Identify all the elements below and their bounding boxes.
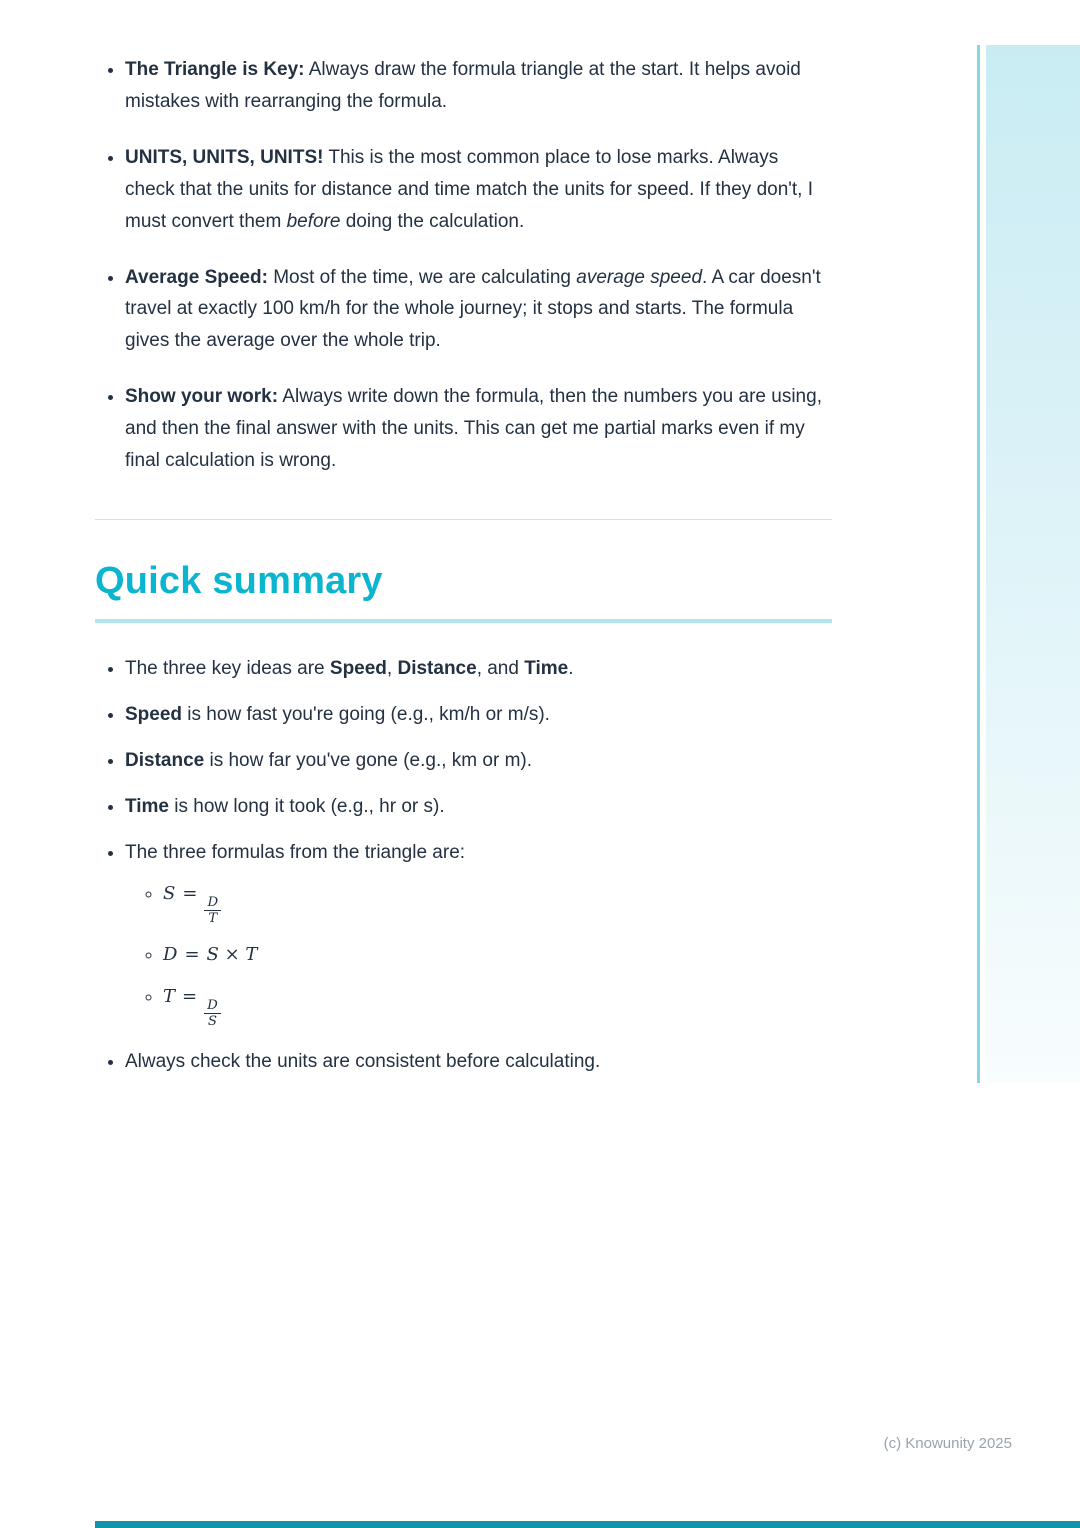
summary-text: The three key ideas are (125, 657, 330, 679)
tip-item-units (125, 142, 832, 238)
fraction-numerator: D (204, 998, 221, 1014)
summary-text: The three formulas from the triangle are: (125, 841, 466, 863)
tip-bold-lead: Show your work: (125, 386, 279, 408)
tip-italic-word: average speed (576, 266, 703, 288)
summary-bold: Time (125, 795, 170, 817)
summary-bold: Distance (397, 657, 477, 679)
page-title: Quick summary (95, 559, 383, 602)
tip-bold-lead: The Triangle is Key: (125, 59, 305, 80)
summary-bold: Distance (125, 749, 205, 771)
summary-text: . (568, 657, 574, 679)
summary-text: is how fast you're going (e.g., km/h or m/s). (182, 703, 550, 725)
right-accent-line (977, 45, 980, 1083)
tip-text: Always draw the formula triangle at the start. It helps avoid mistakes with rearranging the formula. (125, 59, 801, 112)
tip-bold-lead: Average Speed: (125, 266, 268, 288)
summary-bold: Speed (329, 657, 387, 679)
formula-time (163, 984, 832, 1030)
summary-item-formulas (125, 837, 832, 1030)
equals-sign: = (182, 882, 198, 904)
summary-item-key-ideas (125, 653, 832, 685)
formula-lhs: S (163, 882, 176, 904)
fraction-numerator: D (204, 895, 221, 911)
tip-bold-lead: UNITS, UNITS, UNITS! (125, 146, 324, 168)
document-content (95, 40, 832, 1091)
fraction (204, 998, 221, 1030)
section-divider (95, 519, 832, 520)
summary-item-units-check (125, 1046, 832, 1078)
fraction-denominator: S (207, 1014, 218, 1030)
fraction (204, 895, 221, 927)
bottom-accent-bar (95, 1521, 1080, 1528)
formula-distance (163, 942, 832, 967)
formula-speed (163, 881, 832, 927)
right-accent-gradient (986, 45, 1080, 1083)
quick-summary-list (95, 653, 832, 1077)
summary-bold: Time (524, 657, 569, 679)
tip-text: Most of the time, we are calculating (267, 266, 577, 288)
tip-text: This is the most common place to lose marks. Always check that the units for distance and time match the units for speed. If they don't, I must convert them (125, 146, 814, 232)
formula-lhs: T (163, 985, 176, 1007)
summary-text: is how far you've gone (e.g., km or m). (204, 749, 533, 771)
summary-text: , and (476, 657, 525, 679)
tip-text: . A car doesn't travel at exactly 100 km/h for the whole journey; it stops and starts. The formula gives the average over the whole trip. (125, 266, 821, 352)
formula-list (125, 881, 832, 1030)
tip-italic-word: before (286, 210, 341, 232)
copyright-notice: (c) Knowunity 2025 (883, 1435, 1012, 1452)
tip-item-show-work (125, 381, 832, 477)
summary-text: Always check the units are consistent before calculating. (125, 1050, 601, 1072)
tip-text: doing the calculation. (340, 210, 525, 232)
equals-sign: = (182, 985, 198, 1007)
summary-bold: Speed (125, 703, 183, 725)
exam-tips-list (95, 54, 832, 477)
summary-item-speed (125, 699, 832, 731)
formula-lhs: D (163, 944, 178, 966)
tip-item-triangle (125, 54, 832, 118)
summary-text: , (386, 657, 398, 679)
tip-item-average-speed (125, 262, 832, 358)
summary-item-time (125, 791, 832, 823)
tip-text: Always write down the formula, then the numbers you are using, and then the final answer with the units. This can get me partial marks even if my final calculation is wrong. (125, 386, 822, 472)
summary-item-distance (125, 745, 832, 777)
equals-sign: = (184, 944, 200, 966)
title-underline (95, 619, 832, 623)
fraction-denominator: T (208, 911, 218, 927)
summary-text: is how long it took (e.g., hr or s). (169, 795, 445, 817)
formula-rhs: S × T (206, 944, 258, 966)
